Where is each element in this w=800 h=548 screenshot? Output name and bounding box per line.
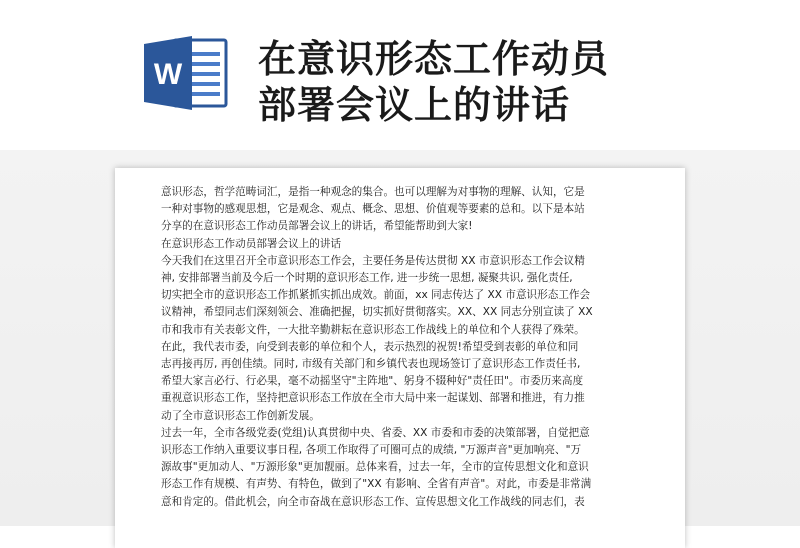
title-line-2: 部署会议上的讲话 xyxy=(258,83,571,127)
document-line: 分享的在意识形态工作动员部署会议上的讲话，希望能帮助到大家! xyxy=(161,220,473,233)
document-line: 重视意识形态工作，坚持把意识形态工作放在全市大局中来一起谋划、部署和推进，有力推 xyxy=(161,392,585,405)
document-line: 过去一年，全市各级党委(党组)认真贯彻中央、省委、XX 市委和市委的决策部署，自觉把意 xyxy=(161,426,590,439)
document-body xyxy=(161,184,643,511)
document-line: 切实把全市的意识形态工作抓紧抓实抓出成效。前面，xx 同志传达了 XX 市意识形态工作会 xyxy=(161,289,591,302)
document-line: 源故事"更加动人、"万源形象"更加靓丽。总体来看，过去一年，全市的宣传思想文化和意识 xyxy=(161,461,589,474)
document-line: 形态工作有规模、有声势、有特色，做到了"XX 有影响、全省有声音"。对此，市委是非常满 xyxy=(161,478,592,491)
document-line: 识形态工作纳入重要议事日程, 各项工作取得了可圈可点的成绩, "万源声音"更加响亮、"万 xyxy=(161,444,582,457)
header xyxy=(0,0,800,160)
word-icon-letter: W xyxy=(153,58,183,91)
document-line: 议精神，希望同志们深刻领会、准确把握，切实抓好贯彻落实。XX、XX 同志分别宣读了 XX xyxy=(161,306,593,319)
document-line: 意识形态，哲学范畴词汇，是指一种观念的集合。也可以理解为对事物的理解、认知，它是 xyxy=(161,186,585,198)
document-line: 意和肯定的。借此机会，向全市奋战在意识形态工作、宣传思想文化工作战线的同志们，表 xyxy=(161,495,585,508)
title-line-1: 在意识形态工作动员 xyxy=(258,37,610,81)
document-line: 志再接再厉, 再创佳绩。同时, 市级有关部门和乡镇代表也现场签订了意识形态工作责任书, xyxy=(161,358,581,371)
page-title xyxy=(258,36,778,128)
word-icon xyxy=(140,34,230,112)
document-line: 希望大家言必行、行必果，毫不动摇坚守"主阵地"、躬身不辍种好"责任田"。市委历来高度 xyxy=(161,375,584,388)
document-line: 市和我市有关表彰文件，一大批辛勤耕耘在意识形态工作战线上的单位和个人获得了殊荣。 xyxy=(161,323,585,336)
document-line: 在意识形态工作动员部署会议上的讲话 xyxy=(161,237,342,250)
document-page xyxy=(115,168,685,548)
document-line: 今天我们在这里召开全市意识形态工作会，主要任务是传达贯彻 XX 市意识形态工作会议精 xyxy=(161,254,585,267)
document-line: 动了全市意识形态工作创新发展。 xyxy=(161,409,320,422)
document-line: 神, 安排部署当前及今后一个时期的意识形态工作, 进一步统一思想, 凝聚共识, 强化责任, xyxy=(161,272,573,285)
document-line: 一种对事物的感观思想，它是观念、观点、概念、思想、价值观等要素的总和。以下是本站 xyxy=(161,203,585,216)
document-line: 在此，我代表市委，向受到表彰的单位和个人，表示热烈的祝贺!希望受到表彰的单位和同 xyxy=(161,340,579,353)
